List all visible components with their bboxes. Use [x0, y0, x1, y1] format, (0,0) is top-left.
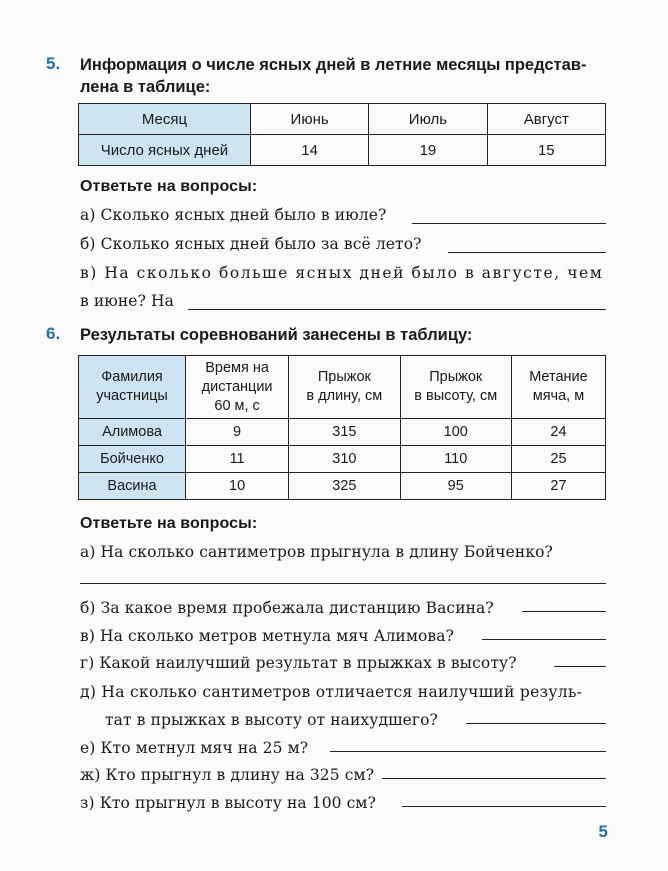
table5-header-august: Август [487, 104, 605, 135]
task-5-text-line2: лена в таблице: [80, 78, 211, 96]
table6-time: 11 [186, 446, 289, 473]
table6-row [79, 419, 606, 446]
table6-high-jump: 110 [400, 446, 511, 473]
answer-line-6g[interactable] [382, 778, 606, 779]
answer-line-6h[interactable] [402, 806, 606, 807]
table6-time: 10 [186, 473, 289, 500]
table5-cell-august: 15 [487, 135, 605, 166]
table6-row [79, 473, 606, 500]
table5-row-label: Число ясных дней [79, 135, 251, 166]
table5-header-month: Месяц [79, 104, 251, 135]
answer-line-6e[interactable] [466, 723, 606, 724]
table6-high-jump: 100 [400, 419, 511, 446]
task-6-question-b: б) За какое время пробежала дистанцию Васина? [80, 599, 494, 617]
answer-line-6c[interactable] [482, 639, 606, 640]
table6-name: Васина [79, 473, 186, 500]
answer-line-5a[interactable] [412, 223, 606, 224]
table6-high-jump: 95 [400, 473, 511, 500]
table5-header-july: Июль [369, 104, 487, 135]
task-5-question-c-line1: в) На сколько больше ясных дней было в августе, чем [80, 264, 604, 282]
table6-long-jump: 325 [289, 473, 400, 500]
task-6-question-h: з) Кто прыгнул в высоту на 100 см? [80, 794, 377, 812]
task-6-table [78, 355, 606, 500]
table6-header-time: Время на дистанции 60 м, с [186, 356, 289, 419]
table6-row [79, 446, 606, 473]
table6-header-name: Фамилия участницы [79, 356, 186, 419]
answer-line-6f[interactable] [330, 751, 606, 752]
task-6-question-e-line1: д) На сколько сантиметров отличается наилучший резуль- [80, 683, 583, 701]
answer-line-5b[interactable] [448, 252, 606, 253]
table5-cell-june: 14 [250, 135, 368, 166]
table6-name: Алимова [79, 419, 186, 446]
task-6-number: 6. [46, 324, 61, 343]
task-6-question-f: е) Кто метнул мяч на 25 м? [80, 739, 309, 757]
task-5-question-a: а) Сколько ясных дней было в июле? [80, 206, 387, 224]
answer-line-6b[interactable] [522, 611, 606, 612]
table6-header-high-jump: Прыжок в высоту, см [400, 356, 511, 419]
answer-line-6a[interactable] [80, 583, 606, 584]
table6-long-jump: 315 [289, 419, 400, 446]
task-5-table [78, 103, 606, 166]
table5-cell-july: 19 [369, 135, 487, 166]
task-6-question-g: ж) Кто прыгнул в длину на 325 см? [80, 766, 375, 784]
table6-throw: 27 [511, 473, 605, 500]
answer-line-6d[interactable] [554, 666, 606, 667]
task-5-text-line1: Информация о числе ясных дней в летние месяцы представ- [80, 56, 587, 74]
task-5-answer-prompt: Ответьте на вопросы: [80, 178, 258, 195]
task-6-question-d: г) Какой наилучший результат в прыжках в высоту? [80, 654, 517, 672]
task-6-question-c: в) На сколько метров метнула мяч Алимова? [80, 627, 454, 645]
task-5-number: 5. [46, 54, 61, 73]
task-6-question-a: а) На сколько сантиметров прыгнула в длину Бойченко? [80, 543, 553, 561]
table6-long-jump: 310 [289, 446, 400, 473]
task-6-text: Результаты соревнований занесены в таблицу: [80, 326, 473, 344]
task-6-question-e-line2: тат в прыжках в высоту от наихудшего? [105, 711, 438, 729]
table6-header-long-jump: Прыжок в длину, см [289, 356, 400, 419]
table6-throw: 25 [511, 446, 605, 473]
task-5-question-c-line2: в июне? На [80, 292, 174, 310]
table6-name: Бойченко [79, 446, 186, 473]
table6-time: 9 [186, 419, 289, 446]
answer-line-5c[interactable] [188, 309, 606, 310]
table6-throw: 24 [511, 419, 605, 446]
table6-header-throw: Метание мяча, м [511, 356, 605, 419]
table5-header-june: Июнь [250, 104, 368, 135]
task-5-question-b: б) Сколько ясных дней было за всё лето? [80, 235, 422, 253]
task-6-answer-prompt: Ответьте на вопросы: [80, 515, 258, 532]
page-number: 5 [598, 822, 608, 841]
